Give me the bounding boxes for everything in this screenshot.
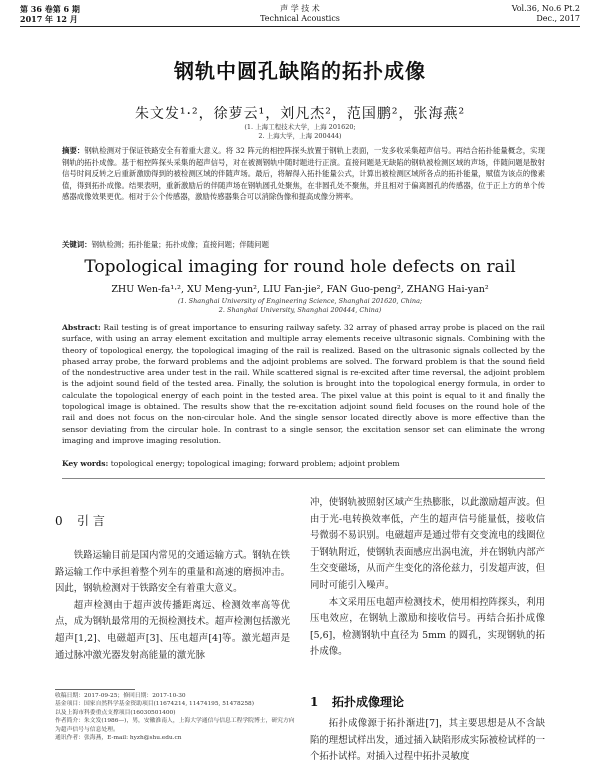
section-heading-intro: 0 引 言: [55, 514, 105, 528]
cn-affiliations: (1. 上海工程技术大学，上海 201620; 2. 上海大学，上海 200444): [244, 123, 356, 140]
journal-name: 声 学 技 术 Technical Acoustics: [260, 4, 340, 23]
cn-title: 钢轨中圆孔缺陷的拓扑成像: [174, 59, 426, 83]
left-column: [55, 548, 290, 664]
paragraph: 冲，使钢轨被照射区域产生热膨胀，以此激励超声波。但由于光-电转换效率低，产生的超声信号能量低，接收信号微弱不易识别。电磁超声是通过带有交变流电的线圈位于钢轨附近，使钢轨表面感应出涡电流，并在钢轨内部产生交变磁场，从而产生变化的洛伦兹力，引发超声波，但同时可能引入噪声。: [310, 497, 545, 591]
en-abstract-label: Abstract:: [62, 323, 101, 332]
paragraph: 铁路运输目前是国内常见的交通运输方式。钢轨在铁路运输工作中承担着整个列车的重量和高速的磨损冲击。因此，钢轨检测对于铁路安全有着重大意义。: [55, 550, 290, 595]
header-rule: [20, 26, 580, 27]
cn-keywords-text: 钢轨检测；拓扑能量；拓扑成像；直接问题；伴随问题: [91, 240, 269, 249]
paragraph: 本文采用压电超声检测技术，使用相控阵探头，利用压电效应，在钢轨上激励和接收信号。再结合拓扑成像[5,6]，检测钢轨中直径为 5mm 的圆孔，实现钢轨的拓扑成像。: [310, 596, 545, 658]
cn-abstract-label: 摘要：: [62, 146, 85, 155]
running-header: [20, 4, 580, 28]
en-title: Topological imaging for round hole defects on rail: [84, 257, 516, 277]
en-keywords-label: Key words:: [62, 459, 109, 468]
right-column-continued: [310, 716, 545, 766]
right-column: [310, 495, 545, 661]
paragraph: 超声检测由于超声波传播距离远、检测效率高等优点，成为钢轨最常用的无损检测技术。超声检测包括激光超声[1,2]、电磁超声[3]、压电超声[4]等。激光超声是通过脉冲激光器发射高能量的激光脉: [55, 599, 290, 661]
en-abstract-text: Rail testing is of great importance to ensuring railway safety. 32 array of phased array probe is placed on the rail surface, with using an array element excitation and multiple array elements receive ultrasonic signals. Combining with the theory of topological energy, the topological imaging of the rail is realized. Based on the ultrasonic signals collected by the phased array probe, the forward problems and the adjoint problems are solved. The forward problem is that the sound field of the nondestructive area under test in the rail. While scattered signal is re-excited after time reversal, the adjoint problem is the adjoint sound field of the tested area. Finally, the solution is brought into the topological energy formula, in order to calculate the topological energy of each point in the tested area. The pixel value at this point is equal to it and finally the topological image is obtained. The results show that the re-excitation adjoint sound field focuses on the round hole of the rail and does not focus on the non-circular hole. And the single sensor located directly above is more effective than the sensor deviating from the circular hole. In contrast to a single sensor, the excitation sensor set can eliminate the wrong imaging and improve imaging resolution.: [62, 323, 545, 445]
en-authors: ZHU Wen-fa¹·², XU Meng-yun², LIU Fan-jie², FAN Guo-peng², ZHANG Hai-yan²: [111, 284, 489, 295]
abstract-separator: [62, 478, 545, 479]
volume-issue-en: Vol.36, No.6 Pt.2 Dec., 2017: [511, 4, 580, 23]
cn-abstract-text: 钢轨检测对于保证铁路安全有着重大意义。将 32 阵元的相控阵探头放置于钢轨上表面，一发多收采集超声信号。再结合拓扑能量概念，实现钢轨的拓扑成像。基于相控阵探头采集的超声信号，对在被测钢轨中随时题进行正演。直接问题是无缺陷的钢轨被检测区域的声场，伴随问题是散射信号时间反转之后重新激励得到的被检测区域的伴随声场。最后，将解得入拓扑能量公式，计算出被检测区域所各点的拓扑能量，赋值为该点的像素值，得到拓扑成像。结果表明，重新激励后的伴随声场在钢轨圆孔处聚焦，在非圆孔处不聚焦，并且相对于偏离圆孔的传感器，位于正上方的单个传感器成像效果更优。相对于公个传感器，激励传感器集合可以消除伪像和提高成像分辨率。: [62, 146, 545, 202]
cn-abstract: [62, 145, 545, 203]
en-keywords: [62, 458, 545, 469]
volume-issue-cn: 第 36 卷第 6 期 2017 年 12 月: [20, 4, 80, 24]
footnote-rule: [55, 689, 135, 690]
cn-keywords: [62, 239, 545, 250]
paragraph: 拓扑成像源于拓扑渐进[7]，其主要思想是从不含缺陷的理想试样出发，通过插入缺陷形成实际被检试样的一个拓扑试样。对插入过程中拓扑灵敏度: [310, 718, 545, 763]
section-heading-theory: 1 拓扑成像理论: [310, 695, 405, 709]
en-keywords-text: topological energy; topological imaging; forward problem; adjoint problem: [110, 459, 400, 468]
en-affiliations: (1. Shanghai University of Engineering Science, Shanghai 201620, China; 2. Shanghai University, Shanghai 200444, China): [177, 297, 423, 314]
en-abstract: [62, 322, 545, 446]
cn-authors: 朱文发¹·²，徐萝云¹，刘凡杰²，范国鹏²，张海燕²: [134, 106, 466, 122]
cn-keywords-label: 关键词：: [62, 240, 92, 249]
footnote: 收稿日期：2017-09-25；修回日期：2017-10-30 基金项目：国家自然科学基金资助项目(11674214, 11474195, 51478258) 以及上海市科委重点支撑项目(16030501400) 作者简介：朱文发(1986—)，男，安徽淮南人，上海大学通信与信息工程学院博士，研究方向为超声信号与信息处理。 通讯作者：张海燕，E-mail: hyzh@shu.edu.cn: [55, 693, 295, 742]
